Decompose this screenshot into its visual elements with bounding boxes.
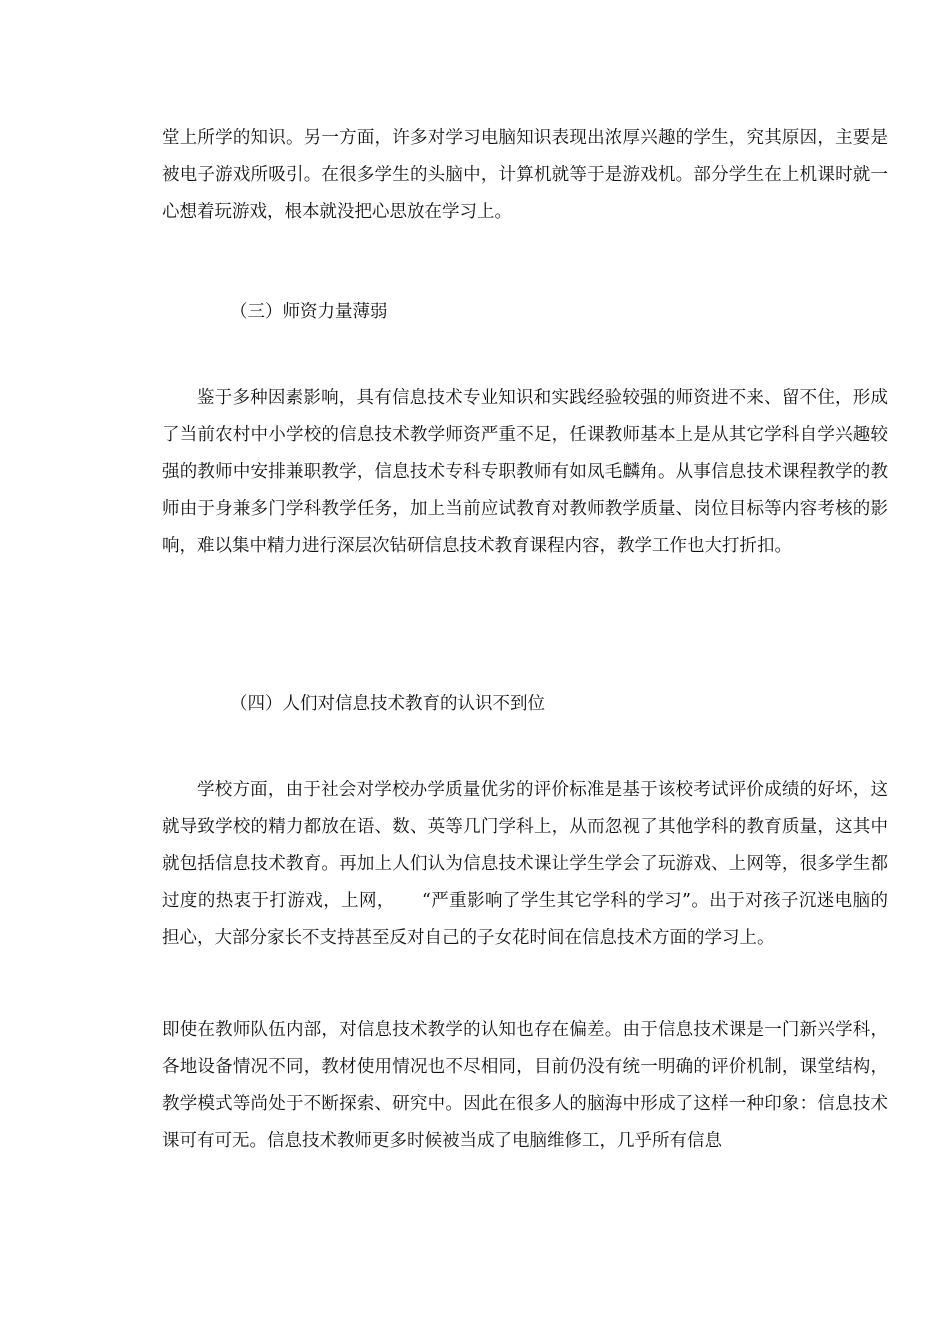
paragraph-3: 学校方面，由于社会对学校办学质量优劣的评价标准是基于该校考试评价成绩的好坏，这就导致学校的精力都放在语、数、英等几门学科上，从而忽视了其他学科的教育质量，这其中就包括信息技术教育。再加上人们认为信息技术课让学生学会了玩游戏、上网等，很多学生都过度的热衷于打游戏，上网， “严重影响了学生其它学科的学习”。出于对孩子沉迷电脑的担心，大部分家长不支持甚至反对自己的子女花时间在信息技术方面的学习上。 xyxy=(162,780,888,948)
section-heading-3: （三）师资力量薄弱 xyxy=(230,302,388,322)
section-heading-4: （四）人们对信息技术教育的认识不到位 xyxy=(230,694,545,714)
paragraph-1: 堂上所学的知识。另一方面，许多对学习电脑知识表现出浓厚兴趣的学生，究其原因，主要是被电子游戏所吸引。在很多学生的头脑中，计算机就等于是游戏机。部分学生在上机课时就一心想着玩游戏，根本就没把心思放在学习上。 xyxy=(162,128,888,222)
paragraph-2: 鉴于多种因素影响，具有信息技术专业知识和实践经验较强的师资进不来、留不住，形成了当前农村中小学校的信息技术教学师资严重不足，任课教师基本上是从其它学科自学兴趣较强的教师中安排兼职教学，信息技术专科专职教师有如凤毛麟角。从事信息技术课程教学的教师由于身兼多门学科教学任务，加上当前应试教育对教师教学质量、岗位目标等内容考核的影响，难以集中精力进行深层次钻研信息技术教育课程内容，教学工作也大打折扣。 xyxy=(162,388,888,556)
paragraph-4: 即使在教师队伍内部，对信息技术教学的认知也存在偏差。由于信息技术课是一门新兴学科，各地设备情况不同，教材使用情况也不尽相同，目前仍没有统一明确的评价机制，课堂结构，教学模式等尚处于不断探索、研究中。因此在很多人的脑海中形成了这样一种印象：信息技术课可有可无。信息技术教师更多时候被当成了电脑维修工，几乎所有信息 xyxy=(162,1020,888,1151)
